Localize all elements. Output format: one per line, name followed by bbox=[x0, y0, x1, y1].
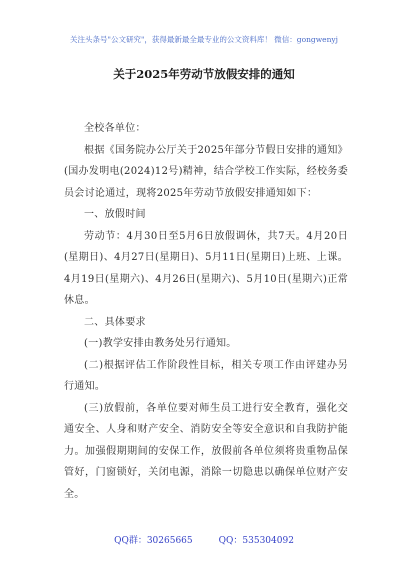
requirement-item-3: (三)放假前，各单位要对师生员工进行安全教育，强化交通安全、人身和财产安全、消防安全等安全意识和自我防护能力。加强假期期间的安保工作，放假前各单位须将贵重物品保管好，门窗锁好，关闭电源，消除一切隐患以确保单位财产安全。 bbox=[64, 402, 348, 500]
section2-heading: 二、具体要求 bbox=[84, 316, 146, 328]
header-promo-text: 关注头条号"公文研究"，获得最新最全最专业的公文资料库！ 微信：gongwenyj bbox=[70, 35, 338, 44]
footer-contacts bbox=[0, 533, 408, 547]
salutation: 全校各单位： bbox=[84, 123, 146, 134]
section1-body: 劳动节：4月30日至5月6日放假调休，共7天。4月20日(星期日)、4月27日(星期日)、5月11日(星期日)上班、上课。4月19日(星期六)、4月26日(星期六)、5月10日(星期六)正常休息。 bbox=[64, 230, 348, 306]
footer-qq-group: QQ群：30265665 bbox=[114, 536, 193, 546]
document-title: 关于2025年劳动节放假安排的通知 bbox=[113, 67, 295, 81]
requirement-item-1: (一)教学安排由教务处另行通知。 bbox=[84, 338, 237, 349]
footer-qq: QQ：535304092 bbox=[218, 536, 294, 546]
requirement-item-2: (二)根据评估工作阶段性目标，相关专项工作由评建办另行通知。 bbox=[64, 359, 348, 392]
section1-heading: 一、放假时间 bbox=[84, 209, 146, 220]
document-body bbox=[64, 118, 348, 505]
intro-paragraph: 根据《国务院办公厅关于2025年部分节假日安排的通知》(国办发明电(2024)12号)精神，结合学校工作实际，经校务委员会讨论通过，现将2025年劳动节放假安排通知如下： bbox=[64, 144, 348, 199]
